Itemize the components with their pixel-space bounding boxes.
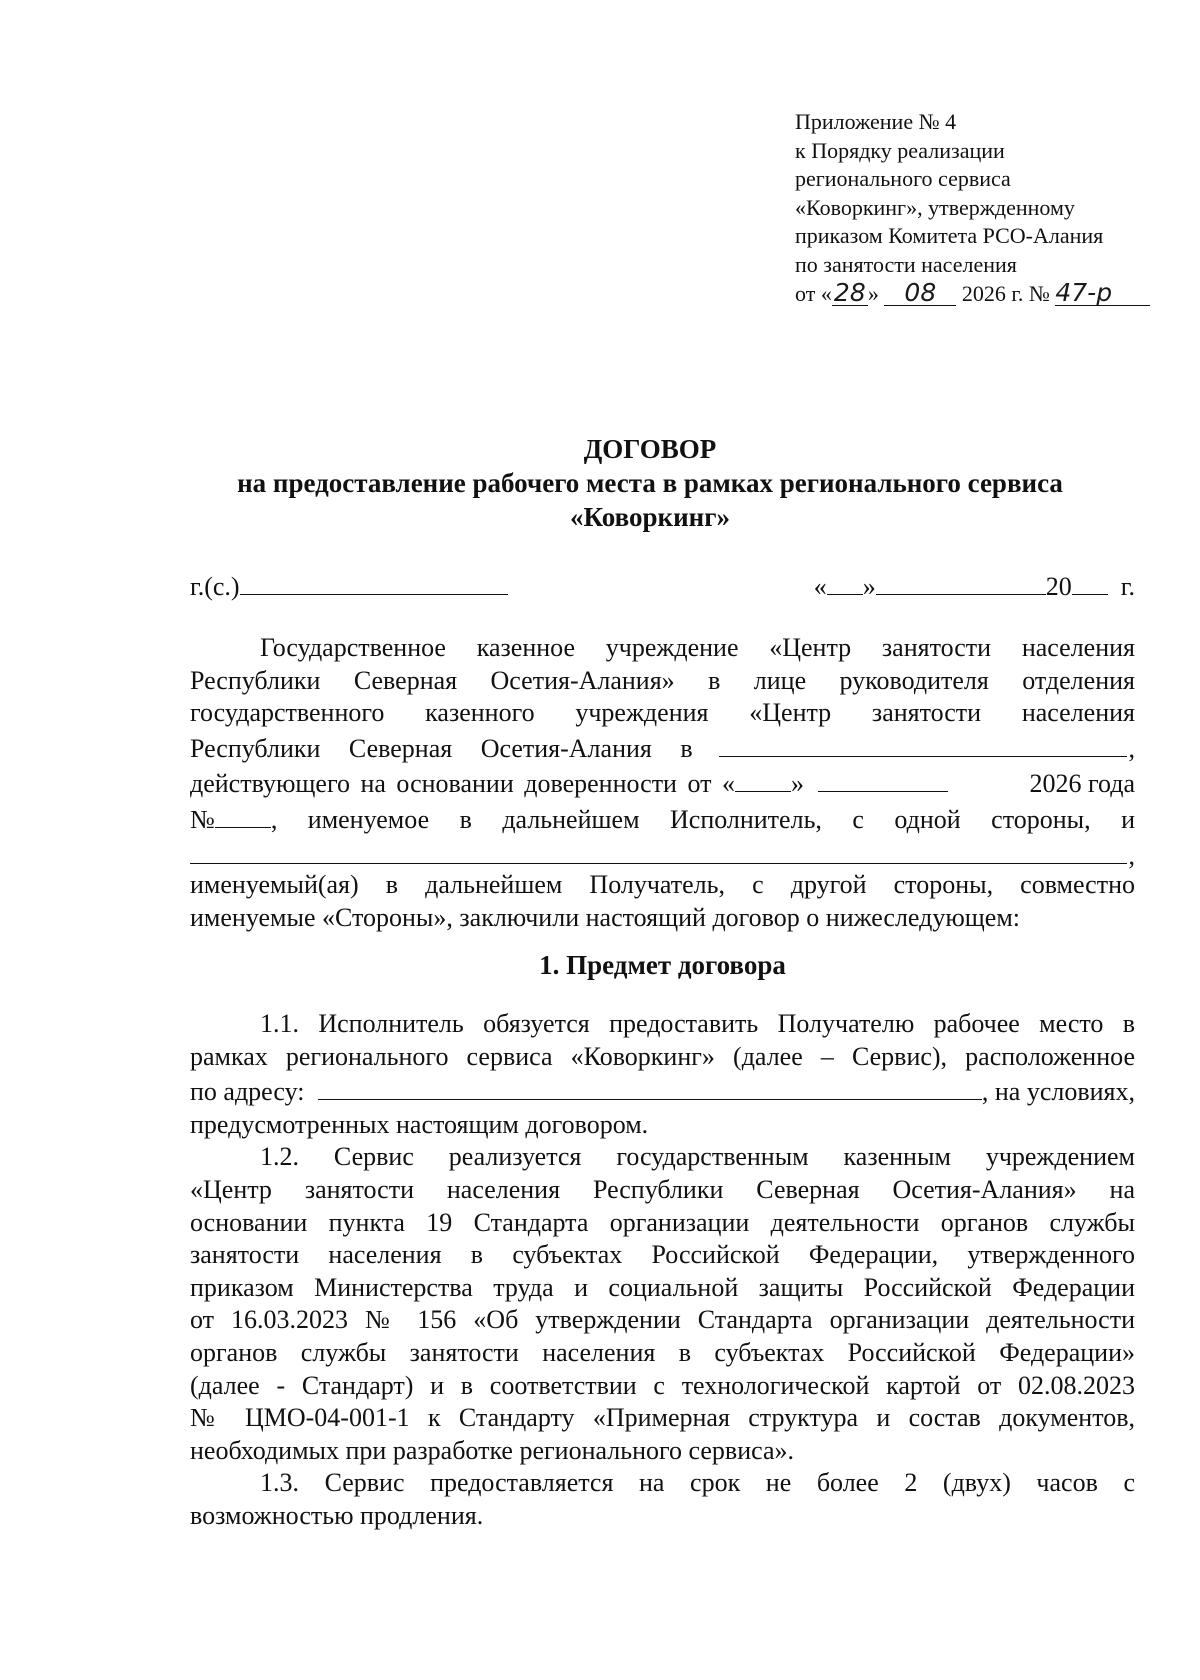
proxy-month-blank [818,765,948,792]
clause-line [190,1073,1135,1109]
appendix-date-line [795,277,1195,309]
year-blank [1072,568,1108,595]
appendix-block [795,108,1195,308]
quote-close: » [791,769,804,799]
representative-blank [719,730,1127,757]
appendix-line: Приложение № 4 [795,109,957,134]
day-blank [827,568,863,595]
year-suffix: г. [1120,572,1135,601]
preamble-line [190,837,1135,870]
clause-line: «Центр занятости населения Республики Северная Осетия-Алания» на [190,1174,1135,1204]
place-date-line [190,568,1135,602]
clause-line: возможностью продления. [190,1500,484,1530]
document-subtitle-service: «Коворкинг» [570,502,730,532]
section-title: 1. Предмет договора [539,950,786,980]
appendix-line: к Порядку реализации [795,137,1005,163]
preamble [190,632,1135,934]
appendix-line: по занятости населения [795,251,1017,277]
place-field [190,568,508,603]
month-blank [876,568,1046,595]
clause-line: (далее - Стандарт) и в соответствии с технологической картой от 02.08.2023 [190,1370,1135,1400]
preamble-text: , именуемое в дальнейшем Исполнитель, с одной стороны, и [270,804,1135,834]
preamble-line [190,801,1135,837]
clause-line: приказом Министерства труда и социальной защиты Российской Федерации [190,1272,1135,1302]
preamble-line: именуемые «Стороны», заключили настоящий договор о нижеследующем: [190,902,1021,932]
preamble-text: Республики Северная Осетия-Алания в [190,733,693,763]
preamble-line [190,730,1135,766]
place-blank [240,568,508,595]
year-prefix: 20 [1045,572,1072,601]
proxy-number-blank [215,801,271,828]
handwritten-month: 08 [884,281,956,306]
date-close-quote: » [862,572,876,601]
preamble-line: именуемый(ая) в дальнейшем Получатель, с другой стороны, совместно [190,870,1135,900]
proxy-day-blank [735,765,791,792]
handwritten-order-number: 47-р [1055,281,1150,306]
preamble-line: Государственное казенное учреждение «Центр занятости населения [260,633,1135,662]
comma: , [1128,840,1135,870]
comma: , [1128,733,1135,763]
handwritten-day: 28 [832,281,868,306]
clause-line: № ЦМО-04-001-1 к Стандарту «Примерная структура и состав документов, [190,1403,1135,1433]
clause-line: основании пункта 19 Стандарта организации деятельности органов службы [190,1207,1135,1237]
preamble-text: действующего на основании доверенности от « [190,769,735,799]
date-prefix: от « [795,280,832,306]
clause-line: 1.2. Сервис реализуется государственным казенным учреждением [260,1142,1135,1172]
number-sign: № [190,804,215,834]
clause-line: от 16.03.2023 № 156 «Об утверждении Стандарта организации деятельности [190,1305,1135,1335]
appendix-line: регионального сервиса [795,166,1011,192]
preamble-line: Республики Северная Осетия-Алания» в лице руководителя отделения [190,665,1135,695]
appendix-line: «Коворкинг», утвержденному [795,194,1075,220]
section-1-body [190,1008,1135,1533]
preamble-line [190,765,1135,801]
recipient-blank [190,837,1127,864]
date-field [814,568,1135,603]
clause-line: рамках регионального сервиса «Коворкинг» (далее – Сервис), расположенное [190,1041,1135,1071]
clause-text: , на условиях, [981,1077,1135,1107]
clause-line: органов службы занятости населения в субъектах Российской Федерации» [190,1337,1135,1367]
address-blank [318,1073,981,1100]
clause-text: по адресу: [190,1077,305,1107]
preamble-line: государственного казенного учреждения «Центр занятости населения [190,698,1135,728]
clause-line: необходимых при разработке регионального сервиса». [190,1435,795,1465]
clause-line: 1.3. Сервис предоставляется на срок не более 2 (двух) часов с [260,1468,1135,1498]
clause-line: занятости населения в субъектах Российской Федерации, утвержденного [190,1240,1135,1270]
document-title: ДОГОВОР [583,434,717,464]
date-year: 2026 г. № [961,280,1050,306]
date-open-quote: « [813,572,827,601]
document-subtitle: на предоставление рабочего места в рамках регионального сервиса [237,468,1063,498]
place-label: г.(с.) [190,572,240,601]
preamble-text: 2026 года [1029,769,1135,799]
clause-line: 1.1. Исполнитель обязуется предоставить Получателю рабочее место в [260,1009,1135,1038]
appendix-line: приказом Комитета РСО-Алания [795,223,1104,249]
date-mid: » [867,280,879,306]
clause-line: предусмотренных настоящим договором. [190,1109,649,1139]
